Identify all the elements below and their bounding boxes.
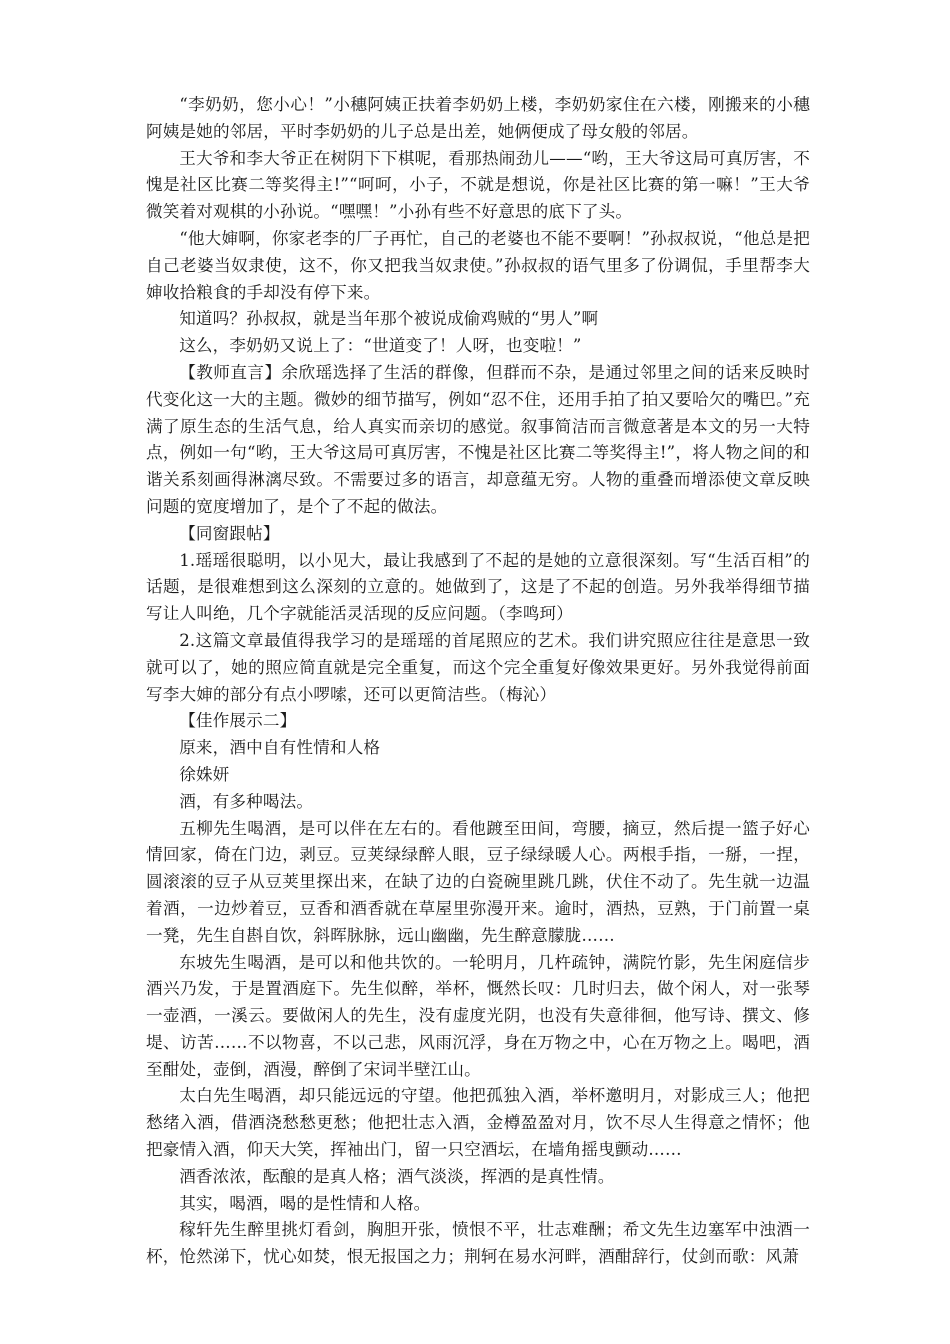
paragraph: “他大婶啊，你家老李的厂子再忙，自己的老婆也不能不要啊！”孙叔叔说，“他总是把自己老婆当奴隶使，这不，你又把我当奴隶使。”孙叔叔的语气里多了份调侃，手里帮李大婶收拾粮食的手却没有停下来。 <box>146 228 810 302</box>
paragraph: 酒香浓浓，酝酿的是真人格；酒气淡淡，挥洒的是真性情。 <box>179 1166 615 1186</box>
classmate-comment: 1.瑶瑶很聪明，以小见大，最让我感到了不起的是她的立意很深刻。写“生活百相”的话题，是很难想到这么深刻的立意的。她做到了，这是了不起的创造。另外我举得细节描写让人叫绝，几个字就能活灵活现的反应问题。（李鸣珂） <box>146 550 810 624</box>
paragraph: 太白先生喝酒，却只能远远的守望。他把孤独入酒，举杯邀明月，对影成三人；他把愁绪入酒，借酒浇愁愁更愁；他把壮志入酒，金樽盈盈对月，饮不尽人生得意之情怀；他把豪情入酒，仰天大笑，挥袖出门，留一只空酒坛，在墙角摇曳颤动…… <box>146 1086 810 1160</box>
paragraph: 酒，有多种喝法。 <box>179 791 314 811</box>
classmate-comment: 2.这篇文章最值得我学习的是瑶瑶的首尾照应的艺术。我们讲究照应往往是意思一致就可以了，她的照应简直就是完全重复，而这个完全重复好像效果更好。另外我觉得前面写李大婶的部分有点小啰嗦，还可以更简洁些。（梅沁） <box>146 630 810 704</box>
paragraph: “李奶奶，您小心！”小穗阿姨正扶着李奶奶上楼，李奶奶家住在六楼，刚搬来的小穗阿姨是她的邻居，平时李奶奶的儿子总是出差，她俩便成了母女般的邻居。 <box>146 95 810 141</box>
paragraph: 东坡先生喝酒，是可以和他共饮的。一轮明月，几杵疏钟，满院竹影，先生闲庭信步酒兴乃发，于是置酒庭下。先生似醉，举杯，慨然长叹：几时归去，做个闲人，对一张琴一壶酒，一溪云。要做闲人的先生，没有虚度光阴，也没有失意徘徊，他写诗、撰文、修堤、访苦……不以物喜，不以己悲，风雨沉浮，身在万物之中，心在万物之上。喝吧，酒至酣处，壶倒，酒漫，醉倒了宋词半壁江山。 <box>146 952 810 1079</box>
essay-author: 徐姝妍 <box>179 764 230 784</box>
paragraph: 王大爷和李大爷正在树阴下下棋呢，看那热闹劲儿——“哟，王大爷这局可真厉害，不愧是社区比赛二等奖得主!”“呵呵，小子，不就是想说，你是社区比赛的第一嘛！”王大爷微笑着对观棋的小孙说。“嘿嘿！”小孙有些不好意思的底下了头。 <box>146 148 810 222</box>
paragraph: 知道吗？孙叔叔，就是当年那个被说成偷鸡贼的“男人”啊 <box>179 309 599 329</box>
paragraph: 稼轩先生醉里挑灯看剑，胸胆开张，愤恨不平，壮志难酬；希文先生边塞军中浊酒一杯，怆然涕下，忧心如焚，恨无报国之力；荆轲在易水河畔，酒酣辞行，仗剑而歌：风萧 <box>146 1220 810 1267</box>
paragraph: 其实，喝酒，喝的是性情和人格。 <box>179 1193 431 1213</box>
section-heading: 【佳作展示二】 <box>179 711 297 731</box>
teacher-comment-paragraph: 【教师直言】余欣瑶选择了生活的群像，但群而不杂，是通过邻里之间的话来反映时代变化这一大的主题。微妙的细节描写，例如“忍不住，还用手拍了拍又要哈欠的嘴巴。”充满了原生态的生活气息，给人真实而亲切的感觉。叙事简洁而言微意著是本文的另一大特点，例如一句“哟，王大爷这局可真厉害，不愧是社区比赛二等奖得主!”，将人物之间的和谐关系刻画得淋漓尽致。不需要过多的语言，却意蕴无穷。人物的重叠而增添使文章反映问题的宽度增加了，是个了不起的做法。 <box>146 362 810 516</box>
paragraph: 五柳先生喝酒，是可以伴在左右的。看他踱至田间，弯腰，摘豆，然后提一篮子好心情回家，倚在门边，剥豆。豆荚绿绿醉人眼，豆子绿绿暖人心。两根手指，一掰，一捏，圆滚滚的豆子从豆荚里探出来，在缺了边的白瓷碗里跳几跳，伏住不动了。先生就一边温着酒，一边炒着豆，豆香和酒香就在草屋里弥漫开来。逾时，酒热，豆熟，于门前置一桌一凳，先生自斟自饮，斜晖脉脉，远山幽幽，先生醉意朦胧…… <box>146 818 810 945</box>
section-heading: 【同窗跟帖】 <box>179 523 280 543</box>
paragraph: 这么，李奶奶又说上了：“世道变了！人呀，也变啦！” <box>179 336 582 356</box>
document-page <box>146 92 810 1271</box>
essay-title: 原来，酒中自有性情和人格 <box>179 738 381 758</box>
